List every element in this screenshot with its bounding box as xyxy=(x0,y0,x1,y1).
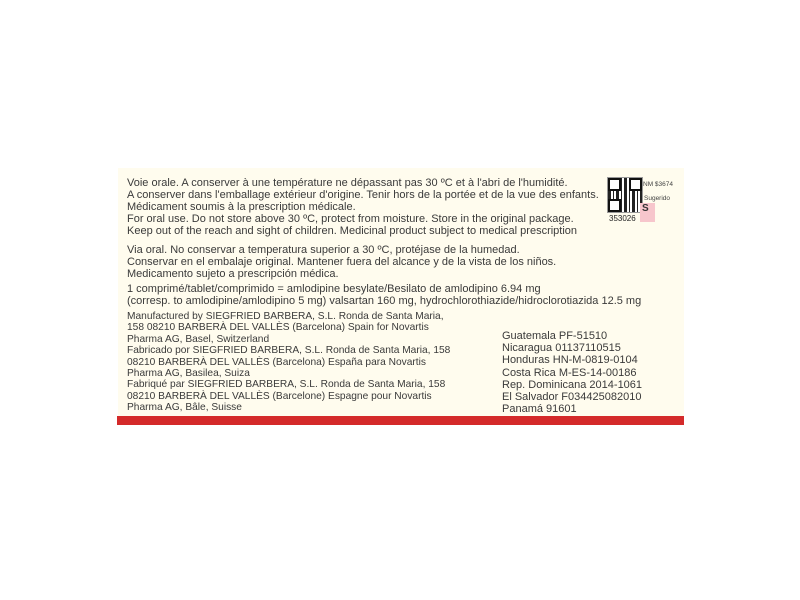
sticker-letter: S xyxy=(642,203,649,214)
text-line: Médicament soumis à la prescription médicale. xyxy=(127,201,356,214)
text-line: For oral use. Do not store above 30 ºC, protect from moisture. Store in the original package. xyxy=(127,213,574,225)
qr-code-icon xyxy=(608,178,642,212)
registration-numbers xyxy=(502,330,642,415)
price-tag-code: 353026 xyxy=(609,214,636,223)
text-line: Pharma AG, Basel, Switzerland xyxy=(127,333,270,345)
registration-item: Rep. Dominicana 2014-1061 xyxy=(502,378,643,391)
registration-item: Honduras HN-M-0819-0104 xyxy=(502,354,638,367)
registration-item: El Salvador F034425082010 xyxy=(502,391,642,404)
text-line: 158 08210 BARBERÀ DEL VALLÈS (Barcelona) Spain for Novartis xyxy=(127,322,429,334)
text-line: (corresp. to amlodipine/amlodipino 5 mg) valsartan 160 mg, hydrochlorothiazide/hidroclorotiazida 12.5 mg xyxy=(127,295,642,308)
text-line: Pharma AG, Basilea, Suiza xyxy=(127,368,250,380)
text-line: Manufactured by SIEGFRIED BARBERA, S.L. Ronda de Santa Maria, xyxy=(127,311,444,322)
manufacturer-text xyxy=(127,311,450,414)
registration-item: Panamá 91601 xyxy=(502,403,577,416)
registration-item: Nicaragua 01137110515 xyxy=(502,342,621,355)
text-line: 1 comprimé/tablet/comprimido = amlodipine besylate/Besilato de amlodipino 6.94 mg xyxy=(127,283,541,295)
text-line: Pharma AG, Bâle, Suisse xyxy=(127,402,242,414)
price-tag-suggested: Sugerido xyxy=(644,195,671,202)
text-line: 08210 BARBERÀ DEL VALLÈS (Barcelone) Espagne pour Novartis xyxy=(127,390,432,402)
french-storage-text xyxy=(127,177,599,214)
composition-text xyxy=(127,283,641,307)
red-stripe xyxy=(117,416,684,425)
text-line: Fabriqué par SIEGFRIED BARBERA, S.L. Ronda de Santa Maria, 158 xyxy=(127,379,446,391)
text-line: A conserver dans l'emballage extérieur d'origine. Tenir hors de la portée et de la vue des enfants. xyxy=(127,189,599,202)
text-line: Voie orale. A conserver à une température ne dépassant pas 30 ºC et à l'abri de l'humidité. xyxy=(127,177,568,189)
spanish-storage-text xyxy=(127,244,556,281)
text-line: Keep out of the reach and sight of children. Medicinal product subject to medical prescription xyxy=(127,225,578,238)
text-line: Medicamento sujeto a prescripción médica. xyxy=(127,268,339,281)
text-line: Fabricado por SIEGFRIED BARBERA, S.L. Ronda de Santa Maria, 158 xyxy=(127,345,451,357)
price-tag-nm: NM $3674 xyxy=(643,181,673,188)
text-line: Conservar en el embalaje original. Mantener fuera del alcance y de la vista de los niños. xyxy=(127,256,557,269)
english-storage-text xyxy=(127,213,577,237)
registration-item: Guatemala PF-51510 xyxy=(502,330,608,342)
registration-item: Costa Rica M-ES-14-00186 xyxy=(502,366,637,379)
text-line: Via oral. No conservar a temperatura superior a 30 ºC, protéjase de la humedad. xyxy=(127,244,520,256)
text-line: 08210 BARBERÀ DEL VALLÈS (Barcelona) España para Novartis xyxy=(127,356,426,368)
